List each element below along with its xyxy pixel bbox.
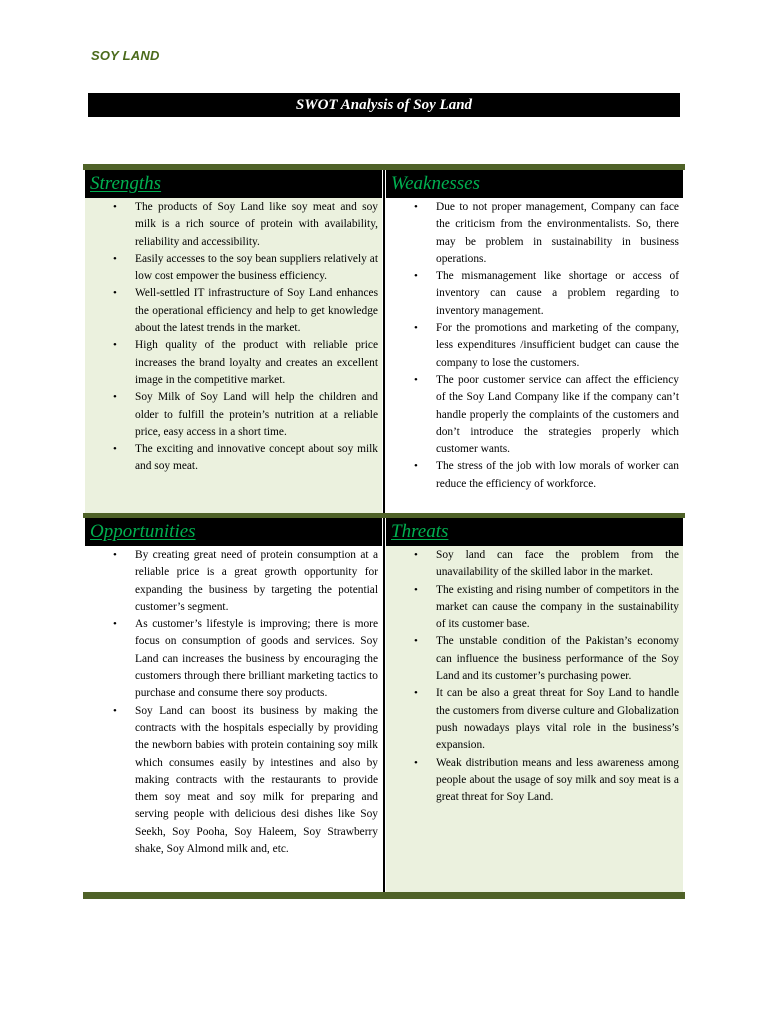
weaknesses-item: • Due to not proper management, Company can face the criticism from the environmentalists. So, there may be problem in sustainability in business operations. <box>386 199 679 268</box>
opportunities-item: • As customer’s lifestyle is improving; there is more focus on consumption of goods and services. Soy Land can increases the business by encouraging the customers through there brilliant marketing tactics to purchase and consume there soy products. <box>85 616 378 702</box>
weaknesses-item: • The poor customer service can affect the efficiency of the Soy Land Company like if the company can’t handle properly the complaints of the customers and don’t introduce the strategies properly which customer wants. <box>386 372 679 458</box>
opportunities-heading: Opportunities <box>85 518 382 546</box>
strengths-list <box>85 198 382 476</box>
threats-item: • The existing and rising number of competitors in the market can cause the company in the sustainability of its customer base. <box>386 582 679 634</box>
threats-list <box>386 546 683 806</box>
strengths-item: • Soy Milk of Soy Land will help the children and older to fulfill the protein’s nutrition at a reliable price, easy access in a short time. <box>85 389 378 441</box>
threats-item: • Soy land can face the problem from the unavailability of the skilled labor in the market. <box>386 547 679 582</box>
weaknesses-item: • The mismanagement like shortage or access of inventory can cause a problem regarding to inventory management. <box>386 268 679 320</box>
weaknesses-item: • For the promotions and marketing of the company, less expenditures /insufficient budget can cause the company to lose the customers. <box>386 320 679 372</box>
weaknesses-list <box>386 198 683 493</box>
threats-item: • It can be also a great threat for Soy Land to handle the customers from diverse culture and Globalization push nowadays plays vital role in the business’s expansion. <box>386 685 679 754</box>
strengths-item: • The products of Soy Land like soy meat and soy milk is a rich source of protein with availability, reliability and accessibility. <box>85 199 378 251</box>
strengths-item: • Well-settled IT infrastructure of Soy Land enhances the operational efficiency and help to get knowledge about the latest trends in the market. <box>85 285 378 337</box>
brand-logo-text: SOY LAND <box>91 48 160 63</box>
threats-heading: Threats <box>386 518 683 546</box>
weaknesses-item: • The stress of the job with low morals of worker can reduce the efficiency of workforce. <box>386 458 679 493</box>
weaknesses-heading: Weaknesses <box>386 170 683 198</box>
threats-item: • Weak distribution means and less awareness among people about the usage of soy milk and soy meat is a great threat for Soy Land. <box>386 755 679 807</box>
bottom-divider <box>83 892 685 899</box>
weaknesses-cell <box>386 170 683 513</box>
opportunities-list <box>85 546 382 858</box>
opportunities-item: • Soy Land can boost its business by making the contracts with the hospitals especially by providing the newborn babies with protein containing soy milk which consumes easily by intestines and also by making contracts with the restaurants to provide them soy meat and soy milk for preparing and serving people with delicious desi dishes like Soy Seekh, Soy Pooha, Soy Haleem, Soy Strawberry shake, Soy Almond milk and, etc. <box>85 703 378 859</box>
strengths-cell <box>85 170 382 513</box>
strengths-item: • High quality of the product with reliable price increases the brand loyalty and creates an excellent image in the competitive market. <box>85 337 378 389</box>
opportunities-cell <box>85 518 382 892</box>
threats-cell <box>386 518 683 892</box>
strengths-item: • Easily accesses to the soy bean suppliers relatively at low cost empower the business efficiency. <box>85 251 378 286</box>
strengths-item: • The exciting and innovative concept about soy milk and soy meat. <box>85 441 378 476</box>
opportunities-item: • By creating great need of protein consumption at a reliable price is a great growth opportunity for expanding the business by targeting the potential customer’s segment. <box>85 547 378 616</box>
vertical-divider-upper <box>383 170 385 513</box>
threats-item: • The unstable condition of the Pakistan’s economy can influence the business performance of the Soy Land and its customer’s purchasing power. <box>386 633 679 685</box>
strengths-heading: Strengths <box>85 170 382 198</box>
document-title: SWOT Analysis of Soy Land <box>88 93 680 117</box>
vertical-divider-lower <box>383 518 385 892</box>
